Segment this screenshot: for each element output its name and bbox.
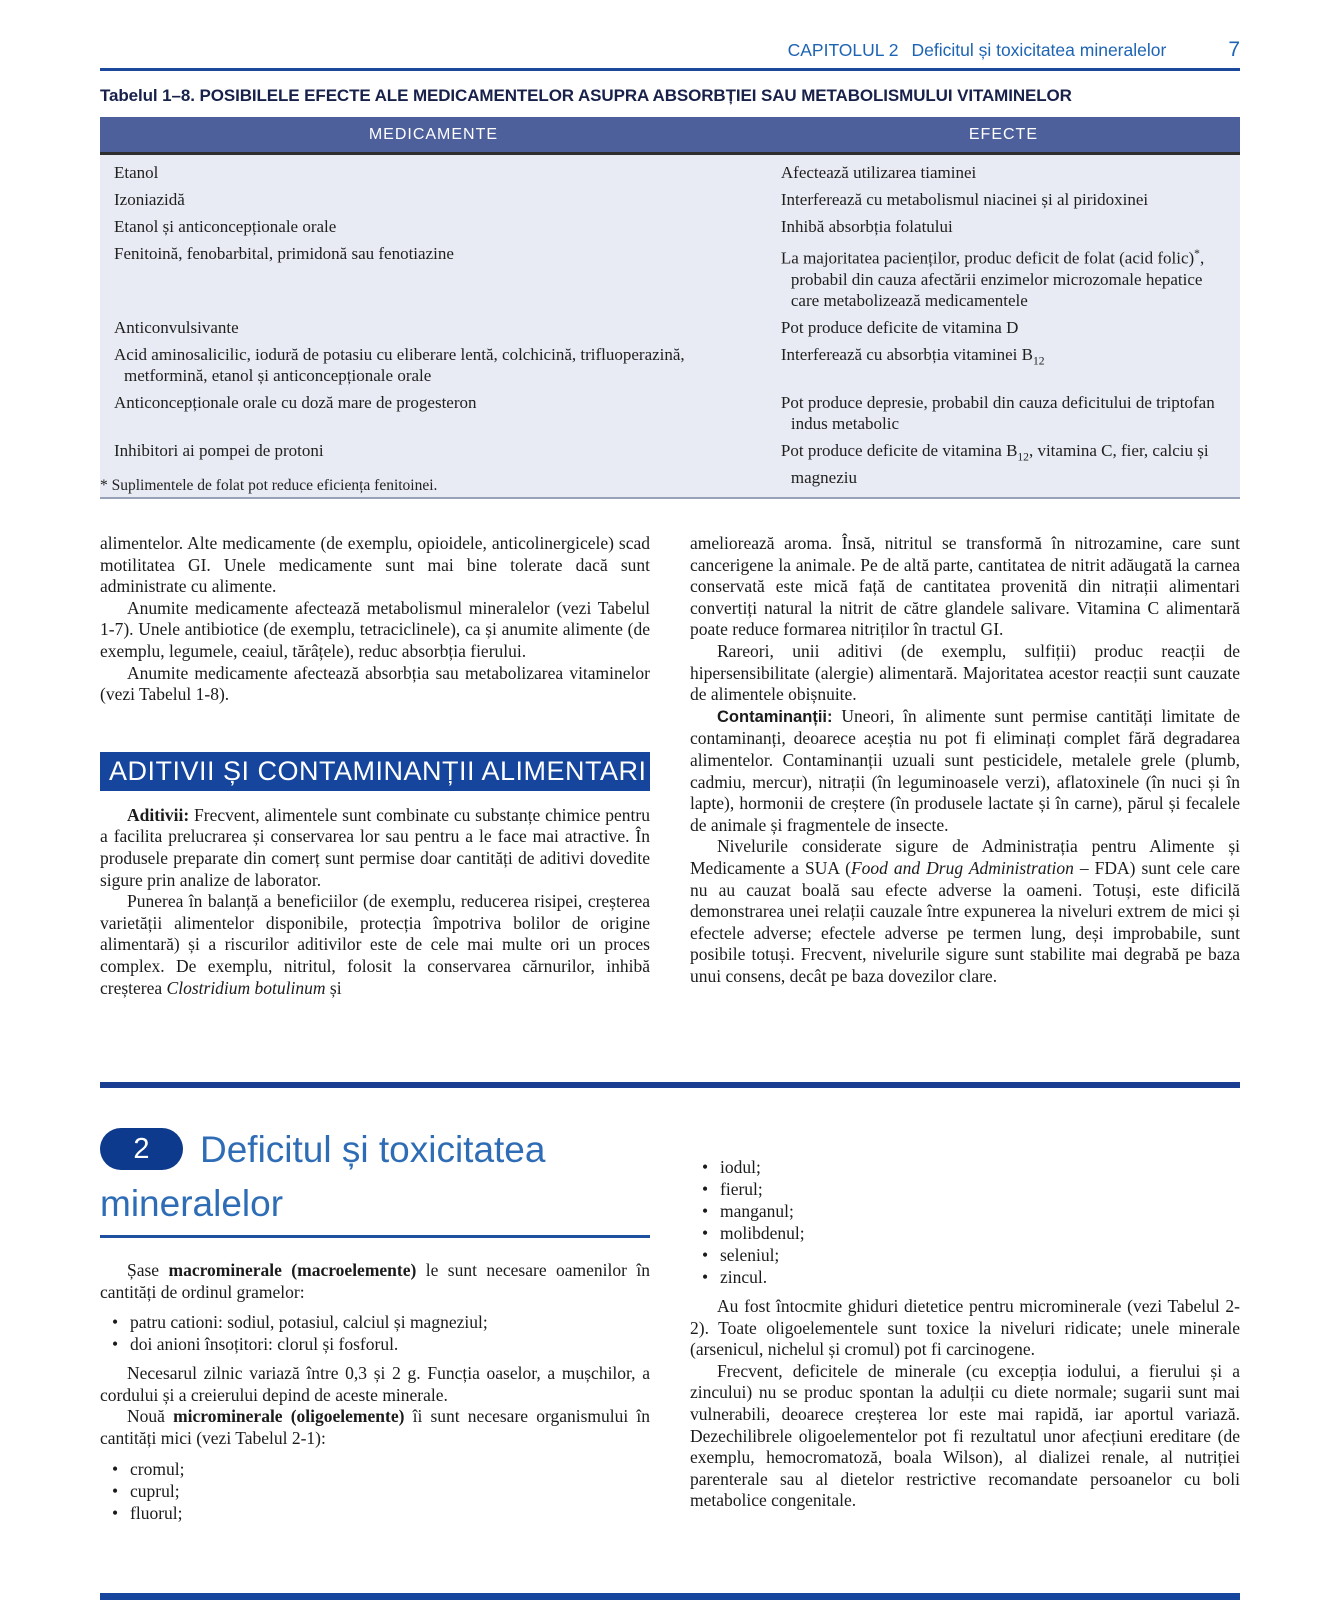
right-column-text — [690, 533, 1240, 987]
table-body — [100, 154, 1240, 499]
header-rule — [100, 68, 1240, 71]
drug-cell: Fenitoină, fenobarbital, primidonă sau fenotiazine — [114, 244, 454, 263]
effect-cell: Inhibă absorbția folatului — [780, 217, 953, 236]
paragraph: Rareori, unii aditivi (de exemplu, sulfiții) produc reacții de hipersensibilitate (alergie) alimentară. Majoritatea acestor reacții sunt cauzate de alimentele obișnuite. — [690, 640, 1240, 705]
table-row — [100, 154, 1240, 187]
table-row — [100, 389, 1240, 437]
body-column-right — [690, 533, 1240, 987]
column-header-medicamente: MEDICAMENTE — [100, 117, 767, 154]
drug-cell: Inhibitori ai pompei de protoni — [114, 440, 324, 460]
table-footnote: * Suplimentele de folat pot reduce eficiența fenitoinei. — [100, 477, 438, 494]
effect-cell: La majoritatea pacienților, produc deficit de folat (acid folic)*, probabil din cauza afectării enzimelor microzomale hepatice care metabolizează medicamentele — [780, 247, 1205, 310]
paragraph: alimentelor. Alte medicamente (de exemplu, opioidele, anticolinergicele) scad motilitatea GI. Unele medicamente sunt mai bine tolerate dacă sunt administrate cu alimente. — [100, 533, 650, 597]
drug-cell: Etanol și anticoncepționale orale — [114, 217, 337, 236]
bullet-item: • fierul; — [702, 1178, 1240, 1200]
running-head — [100, 38, 1240, 62]
running-head-chapter-label: CAPITOLUL 2 — [787, 40, 899, 60]
running-head-chapter-title: Deficitul și toxicitatea mineralelor — [911, 40, 1167, 60]
paragraph: Au fost întocmite ghiduri dietetice pentru microminerale (vezi Tabelul 2-2). Toate oligoelementele sunt toxice la niveluri ridicate; unele minerale (arsenicul, nichelul și cromul) pot fi carcinogene. — [690, 1296, 1240, 1360]
bullet-item: • molibdenul; — [702, 1222, 1240, 1244]
table-header — [100, 117, 1240, 154]
paragraph: Aditivii: Frecvent, alimentele sunt combinate cu substanțe chimice pentru a facilita prelucrarea și conservarea lor sau pentru a le face mai atractive. În produsele preparate din comerț sunt permise doar cantități de aditivi dovedite sigure prin analize de laborator. — [100, 804, 650, 890]
left-column-additives-text — [100, 805, 650, 999]
paragraph: Anumite medicamente afectează absorbția sau metabolizarea vitaminelor (vezi Tabelul 1-8). — [100, 662, 650, 705]
paragraph: Contaminanții: Uneori, în alimente sunt permise cantități limitate de contaminanți, deoarece aceștia nu pot fi eliminați complet fără degradarea alimentelor. Contaminanții uzuali sunt pesticidele, metalele grele (plumb, cadmiu, mercur), nitrații (în leguminoasele verzi), aflatoxinele (în nuci și în lapte), hormonii de creștere (în produsele lactate și în carne), părul și fecalele de animale și fragmentele de insecte. — [690, 705, 1240, 835]
bullet-item: • cuprul; — [112, 1480, 650, 1502]
chapter-title-rule — [100, 1235, 650, 1238]
table-caption: Tabelul 1–8. POSIBILELE EFECTE ALE MEDICAMENTELOR ASUPRA ABSORBȚIEI SAU METABOLISMULUI VITAMINELOR — [100, 86, 1072, 105]
minerals-right-text — [690, 1156, 1240, 1512]
chapter-title-line2: mineralelor — [100, 1183, 284, 1224]
effect-cell: Afectează utilizarea tiaminei — [780, 163, 977, 182]
table-row — [100, 240, 1240, 314]
drug-cell: Anticonvulsivante — [114, 317, 239, 337]
drug-cell: Etanol — [114, 163, 159, 182]
effect-cell: Interferează cu absorbția vitaminei $B_{12}$ — [780, 344, 1045, 368]
table-row — [100, 314, 1240, 341]
section-heading-additives: ADITIVII ȘI CONTAMINANȚII ALIMENTARI — [100, 752, 650, 791]
drug-cell: Izoniazidă — [114, 190, 185, 209]
bullet-item: • manganul; — [702, 1200, 1240, 1222]
chapter-column-right — [690, 1148, 1240, 1512]
bullet-list — [702, 1156, 1240, 1288]
chapter-column-left — [100, 1128, 650, 1532]
chapter-number-badge: 2 — [100, 1128, 183, 1170]
effect-cell: Pot produce deficite de vitamina $B_{12}$, vitamina C, fier, calciu și magneziu — [780, 440, 1209, 488]
column-header-efecte: EFECTE — [767, 117, 1240, 154]
table-row — [100, 186, 1240, 213]
chapter-title-line1: Deficitul și toxicitatea — [200, 1128, 546, 1170]
paragraph: Nivelurile considerate sigure de Administrația pentru Alimente și Medicamente a SUA (Food and Drug Administration – FDA) sunt cele care nu au cauzat boală sau efecte adverse la oameni. Totuși, este dificilă demonstrarea unei relații cauzale între expunerea la niveluri extrem de mici și efectele adverse; efectele adverse pe termen lung, deși improbabile, sunt posibile totuși. Frecvent, nivelurile sigure sunt stabilite mai degrabă pe baza unui consens, decât pe baza dovezilor clare. — [690, 836, 1240, 986]
table-header-row — [100, 117, 1240, 154]
effect-cell: Pot produce deficite de vitamina D — [780, 317, 1019, 337]
bullet-list — [112, 1458, 650, 1524]
drug-effects-table — [100, 117, 1240, 499]
bullet-item: • zincul. — [702, 1266, 1240, 1288]
paragraph: ameliorează aroma. Însă, nitritul se transformă în nitrozamine, care sunt cancerigene la animale. Pe de altă parte, cantitatea de nitrit adăugată la carnea conservată este mică față de cantitatea provenită din nitrații alimentari convertiți natural la nitrit de către glandele salivare. Vitamina C alimentară poate reduce formarea nitriților în tractul GI. — [690, 533, 1240, 640]
drug-cell: Anticoncepționale orale cu doză mare de progesteron — [114, 392, 477, 412]
paragraph: Șase macrominerale (macroelemente) le sunt necesare oamenilor în cantități de ordinul gramelor: — [100, 1260, 651, 1302]
bottom-section-bar — [100, 1593, 1240, 1600]
body-column-left — [100, 533, 650, 999]
paragraph: Necesarul zilnic variază între 0,3 și 2 g. Funcția oaselor, a mușchilor, a cordului și a creierului depind de aceste minerale. — [100, 1363, 650, 1405]
paragraph: Nouă microminerale (oligoelemente) îi sunt necesare organismului în cantități mici (vezi Tabelul 2-1): — [100, 1406, 651, 1448]
paragraph: Anumite medicamente afectează metabolismul mineralelor (vezi Tabelul 1-7). Unele antibiotice (de exemplu, tetraciclinele), ca și anumite alimente (de exemplu, legumele, ceaiul, tărâțele), reduc absorbția fierului. — [100, 597, 650, 661]
drug-cell: Acid aminosalicilic, iodură de potasiu cu eliberare lentă, colchicină, trifluoperazină, metformină, etanol și anticoncepționale orale — [114, 344, 685, 385]
minerals-left-text — [100, 1260, 650, 1524]
bullet-item: • fluorul; — [112, 1502, 650, 1524]
effect-cell: Pot produce depresie, probabil din cauza deficitului de triptofan indus metabolic — [780, 392, 1215, 433]
bullet-list — [112, 1311, 650, 1355]
bullet-item: • doi anioni însoțitori: clorul și fosforul. — [112, 1333, 650, 1355]
bullet-item: • iodul; — [702, 1156, 1240, 1178]
section-divider-rule — [100, 1082, 1240, 1088]
effect-cell: Interferează cu metabolismul niacinei și al piridoxinei — [780, 190, 1149, 209]
table-row — [100, 341, 1240, 389]
bullet-item: • patru cationi: sodiul, potasiul, calciul și magneziul; — [112, 1311, 650, 1333]
page-number: 7 — [1228, 38, 1240, 61]
paragraph: Frecvent, deficitele de minerale (cu excepția iodului, a fierului și a zincului) nu se produc spontan la adulții cu diete normale; sugarii sunt mai vulnerabili, deoarece creșterea lor este mai rapidă, iar aportul variază. Dezechilibrele oligoelementelor pot fi rezultatul unor afecțiuni ereditare (de exemplu, hemocromatoză, boala Wilson), al dializei renale, al nutriției parenterale sau al dietelor restrictive recomandate persoanelor cu boli metabolice congenitale. — [690, 1360, 1240, 1511]
left-column-intro-text — [100, 533, 650, 706]
bullet-item: • seleniul; — [702, 1244, 1240, 1266]
chapter-heading — [100, 1128, 650, 1170]
bullet-item: • cromul; — [112, 1458, 650, 1480]
paragraph: Punerea în balanță a beneficiilor (de exemplu, reducerea risipei, creșterea varietății alimentelor disponibile, protecția împotriva bolilor de origine alimentară) și a riscurilor aditivilor este de cele mai multe ori un proces complex. De exemplu, nitritul, folosit la conservarea cărnurilor, inhibă creșterea Clostridium botulinum și — [100, 891, 650, 998]
table-row — [100, 213, 1240, 240]
